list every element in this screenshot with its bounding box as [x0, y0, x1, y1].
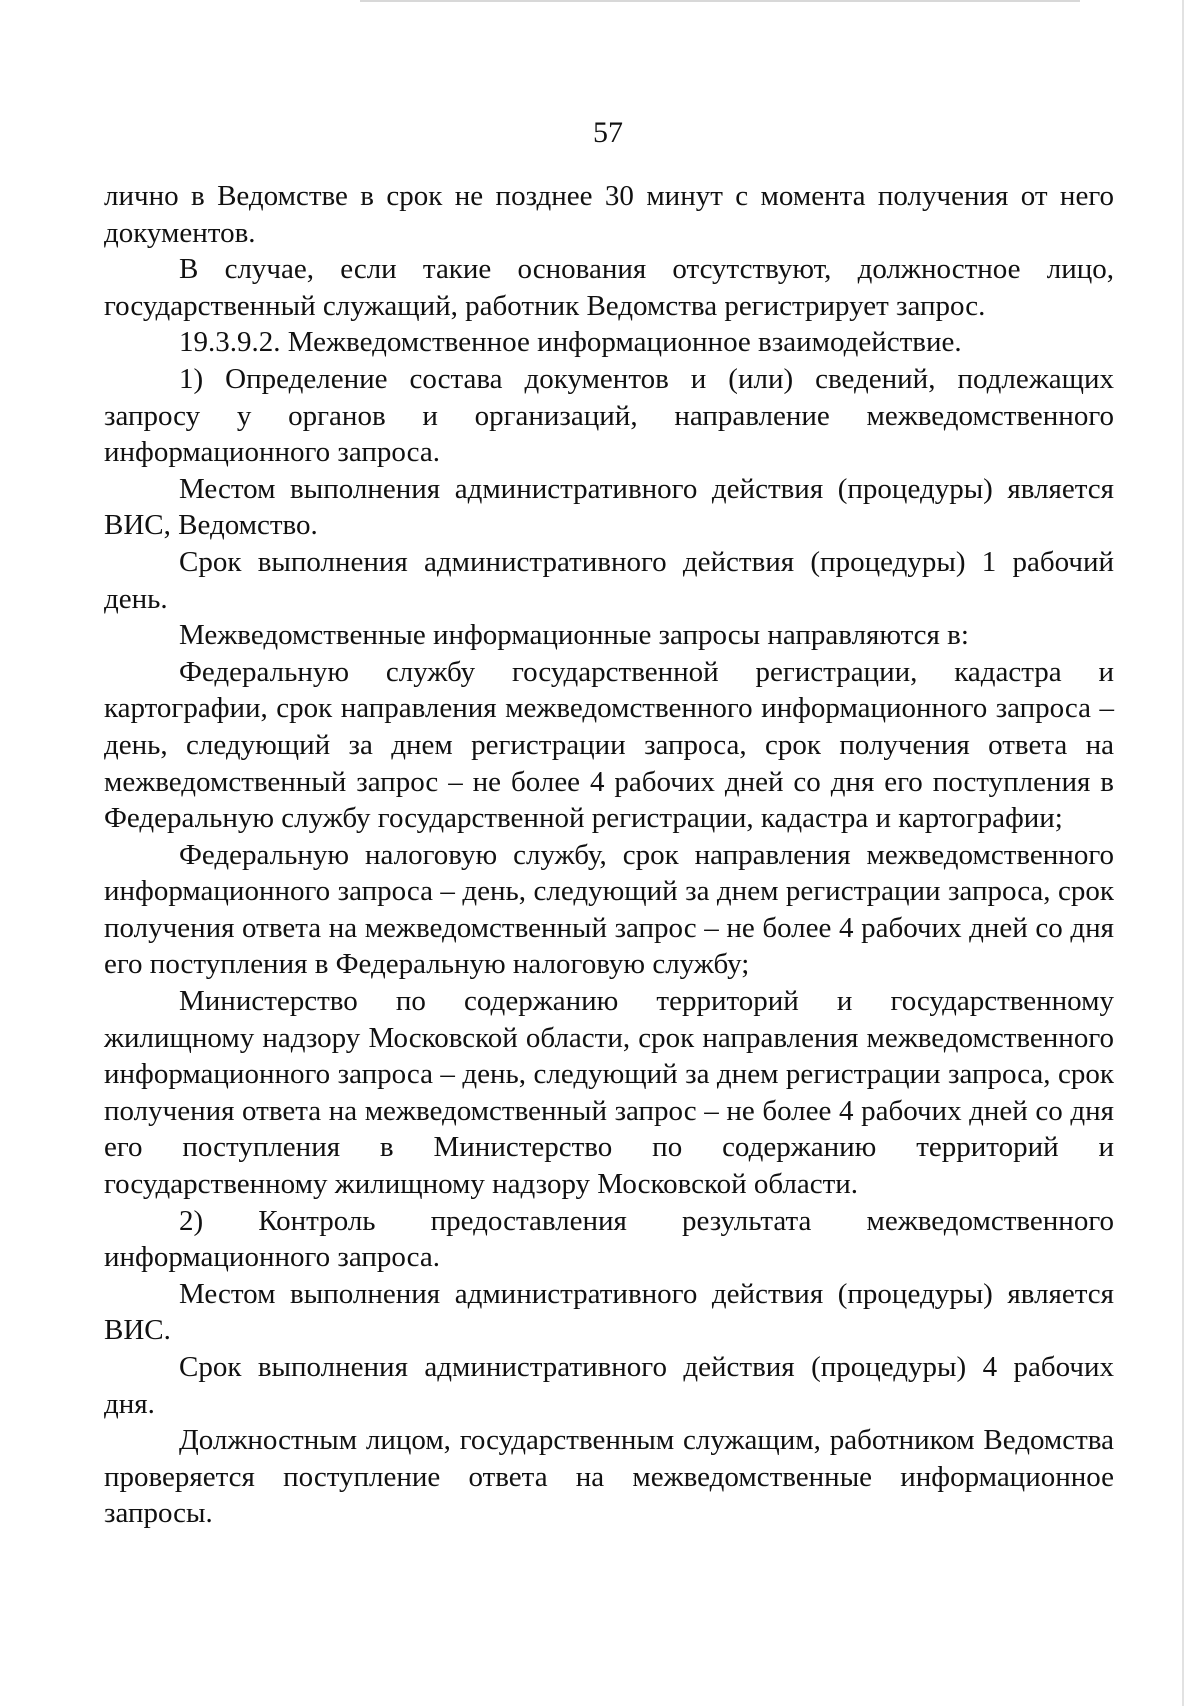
paragraph: Срок выполнения административного действия (процедуры) 1 рабочий день.	[104, 545, 1114, 615]
paragraph: Местом выполнения административного действия (процедуры) является ВИС.	[104, 1277, 1114, 1347]
paragraph: Федеральную налоговую службу, срок направления межведомственного информационного запроса – день, следующий за днем регистрации запроса, срок получения ответа на межведомственный запрос – не более 4 рабочих дней со дня его поступления в Федеральную налоговую службу;	[104, 838, 1114, 981]
paragraph: 19.3.9.2. Межведомственное информационное взаимодействие.	[179, 326, 962, 359]
scan-edge-top	[360, 0, 1080, 2]
paragraph: Должностным лицом, государственным служащим, работником Ведомства проверяется поступление ответа на межведомственные информационное запросы.	[104, 1424, 1114, 1530]
page-number: 57	[593, 116, 623, 149]
paragraph: лично в Ведомстве в срок не позднее 30 минут с момента получения от него документов.	[104, 180, 1114, 249]
paragraph: Межведомственные информационные запросы направляются в:	[179, 619, 969, 652]
paragraph: В случае, если такие основания отсутствуют, должностное лицо, государственный служащий, работник Ведомства регистрирует запрос.	[104, 253, 1114, 322]
paragraph: Местом выполнения административного действия (процедуры) является ВИС, Ведомство.	[104, 472, 1114, 542]
paragraph: Министерство по содержанию территорий и государственному жилищному надзору Московской области, срок направления межведомственного информационного запроса – день, следующий за днем регистрации запроса, срок получения ответа на межведомственный запрос – не более 4 рабочих дней со дня его поступления в Министерство по содержанию территорий и государственному жилищному надзору Московской области.	[104, 985, 1114, 1201]
scan-edge-right	[1182, 0, 1184, 1706]
paragraph: Федеральную службу государственной регистрации, кадастра и картографии, срок направления межведомственного информационного запроса – день, следующий за днем регистрации запроса, срок получения ответа на межведомственный запрос – не более 4 рабочих дней со дня его поступления в Федеральную службу государственной регистрации, кадастра и картографии;	[104, 655, 1114, 835]
paragraph: Срок выполнения административного действия (процедуры) 4 рабочих дня.	[104, 1351, 1114, 1420]
paragraph: 1) Определение состава документов и (или) сведений, подлежащих запросу у органов и организаций, направление межведомственного информационного запроса.	[104, 362, 1114, 469]
document-body	[104, 178, 1114, 1532]
paragraph: 2) Контроль предоставления результата межведомственного информационного запроса.	[104, 1204, 1114, 1274]
